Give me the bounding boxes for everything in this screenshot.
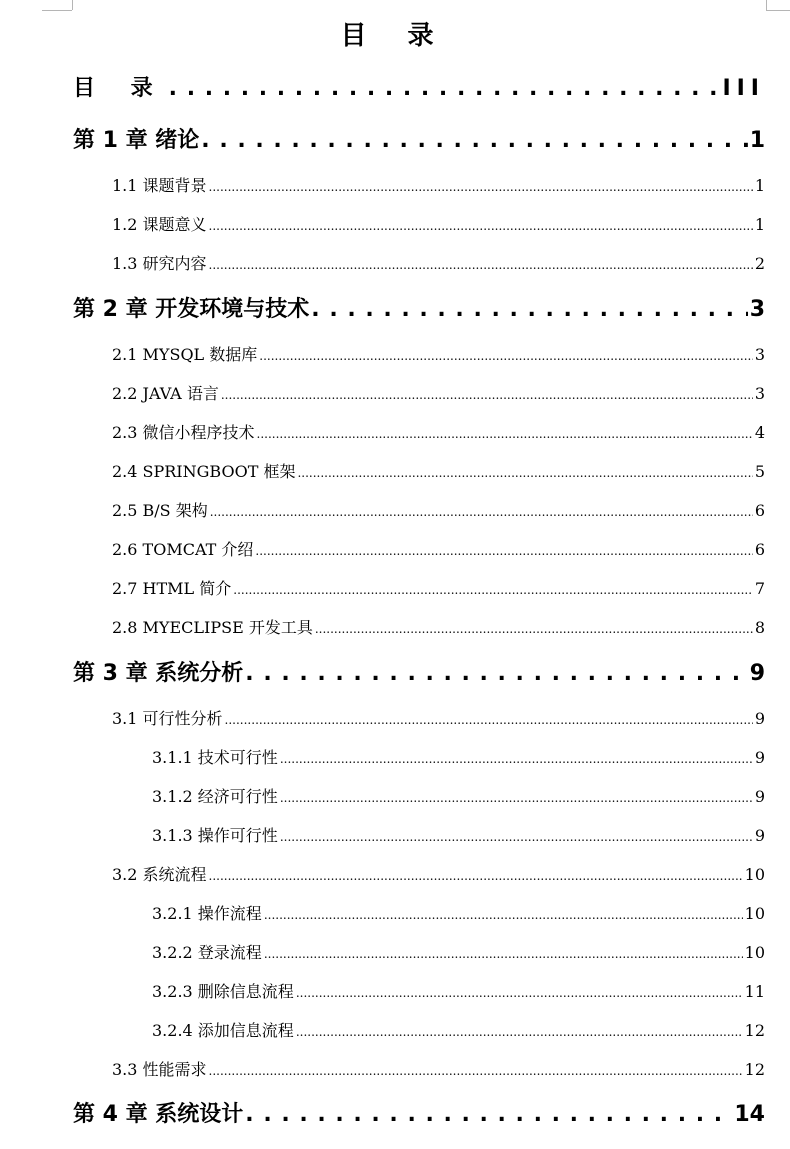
dot-leader bbox=[264, 902, 743, 927]
toc-entry-section-1-2[interactable] bbox=[112, 213, 765, 237]
toc-entry-subsection-3-1-3[interactable] bbox=[152, 824, 765, 848]
toc-entry-label: 3.1 可行性分析 bbox=[112, 709, 223, 728]
toc-entry-label: 2.8 MYECLIPSE 开发工具 bbox=[112, 618, 313, 637]
toc-entry-label: 目 录 bbox=[73, 76, 167, 101]
toc-entry-page: 9 bbox=[754, 787, 765, 806]
toc-entry-subsection-3-2-2[interactable] bbox=[152, 941, 765, 965]
toc-entry-section-1-1[interactable] bbox=[112, 174, 765, 198]
dot-leader bbox=[280, 785, 753, 810]
toc-entry-page: 10 bbox=[744, 943, 765, 962]
toc-entry-subsection-3-1-2[interactable] bbox=[152, 785, 765, 809]
toc-entry-label: 3.2.2 登录流程 bbox=[152, 943, 262, 962]
toc-entry-label: 2.1 MYSQL 数据库 bbox=[112, 345, 258, 364]
toc-entry-chapter-1[interactable] bbox=[73, 126, 765, 156]
dot-leader bbox=[259, 343, 753, 368]
dot-leader bbox=[296, 980, 743, 1005]
toc-entry-label: 2.6 TOMCAT 介绍 bbox=[112, 540, 254, 559]
toc-entry-subsection-3-2-1[interactable] bbox=[152, 902, 765, 926]
toc-entry-label: 3.2 系统流程 bbox=[112, 865, 207, 884]
toc-entry-label: 第 1 章 绪论 bbox=[73, 128, 200, 153]
margin-mark-top-right bbox=[766, 10, 790, 11]
toc-entry-chapter-4[interactable] bbox=[73, 1100, 765, 1130]
dot-leader bbox=[311, 295, 747, 325]
toc-entry-chapter-3[interactable] bbox=[73, 659, 765, 689]
dot-leader bbox=[209, 174, 753, 199]
toc-entry-page: 1 bbox=[749, 128, 765, 153]
toc-entry-page: 10 bbox=[744, 865, 765, 884]
toc-entry-label: 2.2 JAVA 语言 bbox=[112, 384, 219, 403]
margin-mark-top-left bbox=[42, 10, 72, 11]
dot-leader bbox=[233, 577, 753, 602]
toc-entry-label: 1.2 课题意义 bbox=[112, 215, 207, 234]
dot-leader bbox=[225, 707, 753, 732]
toc-entry-page: 4 bbox=[754, 423, 765, 442]
toc-entry-page: 12 bbox=[744, 1060, 765, 1079]
dot-leader bbox=[297, 460, 752, 485]
toc-entry-section-3-1[interactable] bbox=[112, 707, 765, 731]
dot-leader bbox=[201, 126, 747, 156]
toc-heading: 目 录 bbox=[340, 21, 450, 51]
toc-entry-page: 5 bbox=[754, 462, 765, 481]
dot-leader bbox=[257, 421, 753, 446]
toc-entry-page: 3 bbox=[754, 345, 765, 364]
toc-entry-page: 8 bbox=[754, 618, 765, 637]
toc-entry-label: 3.1.1 技术可行性 bbox=[152, 748, 278, 767]
margin-mark-top-left-vertical bbox=[72, 0, 73, 10]
dot-leader bbox=[169, 74, 721, 104]
toc-entry-label: 2.4 SPRINGBOOT 框架 bbox=[112, 462, 296, 481]
toc-entry-page: 9 bbox=[754, 826, 765, 845]
toc-entry-subsection-3-1-1[interactable] bbox=[152, 746, 765, 770]
toc-entry-label: 2.3 微信小程序技术 bbox=[112, 423, 255, 442]
toc-entry-section-2-4[interactable] bbox=[112, 460, 765, 484]
dot-leader bbox=[255, 538, 752, 563]
toc-entry-page: 6 bbox=[754, 501, 765, 520]
toc-entry-section-2-2[interactable] bbox=[112, 382, 765, 406]
dot-leader bbox=[280, 746, 753, 771]
toc-entry-label: 3.1.2 经济可行性 bbox=[152, 787, 278, 806]
toc-entry-page: 3 bbox=[749, 297, 765, 322]
toc-entry-section-2-8[interactable] bbox=[112, 616, 765, 640]
toc-entry-subsection-3-2-4[interactable] bbox=[152, 1019, 765, 1043]
toc-entry-page: 9 bbox=[749, 661, 765, 686]
dot-leader bbox=[280, 824, 753, 849]
toc-entry-page: 14 bbox=[734, 1102, 765, 1127]
toc-entry-section-2-1[interactable] bbox=[112, 343, 765, 367]
toc-entry-label: 2.5 B/S 架构 bbox=[112, 501, 208, 520]
dot-leader bbox=[315, 616, 753, 641]
toc-entry-section-1-3[interactable] bbox=[112, 252, 765, 276]
toc-entry-page: 12 bbox=[744, 1021, 765, 1040]
dot-leader bbox=[221, 382, 753, 407]
margin-mark-top-right-vertical bbox=[766, 0, 767, 10]
toc-entry-label: 1.3 研究内容 bbox=[112, 254, 207, 273]
toc-entry-label: 1.1 课题背景 bbox=[112, 176, 207, 195]
dot-leader bbox=[209, 213, 753, 238]
toc-entry-page: 6 bbox=[754, 540, 765, 559]
toc-entry-section-2-6[interactable] bbox=[112, 538, 765, 562]
toc-entry-page: 3 bbox=[754, 384, 765, 403]
dot-leader bbox=[296, 1019, 743, 1044]
dot-leader bbox=[245, 1100, 732, 1130]
toc-entry-label: 第 3 章 系统分析 bbox=[73, 661, 244, 686]
toc-entry-page: 9 bbox=[754, 748, 765, 767]
toc-entry-contents[interactable] bbox=[73, 74, 765, 104]
toc-entry-page: 1 bbox=[754, 215, 765, 234]
toc-entry-section-3-2[interactable] bbox=[112, 863, 765, 887]
toc-entry-page: 1 bbox=[754, 176, 765, 195]
toc-entry-page: III bbox=[722, 76, 765, 101]
toc-entry-section-2-3[interactable] bbox=[112, 421, 765, 445]
toc-entry-label: 3.2.1 操作流程 bbox=[152, 904, 262, 923]
toc-entry-label: 3.2.4 添加信息流程 bbox=[152, 1021, 294, 1040]
dot-leader bbox=[209, 1058, 743, 1083]
toc-entry-label: 第 4 章 系统设计 bbox=[73, 1102, 244, 1127]
dot-leader bbox=[210, 499, 753, 524]
toc-entry-section-3-3[interactable] bbox=[112, 1058, 765, 1082]
toc-entry-label: 3.1.3 操作可行性 bbox=[152, 826, 278, 845]
dot-leader bbox=[264, 941, 743, 966]
toc-entry-page: 9 bbox=[754, 709, 765, 728]
toc-entry-page: 7 bbox=[754, 579, 765, 598]
toc-entry-page: 10 bbox=[744, 904, 765, 923]
dot-leader bbox=[209, 863, 743, 888]
toc-entry-subsection-3-2-3[interactable] bbox=[152, 980, 765, 1004]
toc-entry-label: 3.2.3 删除信息流程 bbox=[152, 982, 294, 1001]
toc-entry-page: 2 bbox=[754, 254, 765, 273]
toc-entry-label: 3.3 性能需求 bbox=[112, 1060, 207, 1079]
dot-leader bbox=[245, 659, 747, 689]
toc-entry-label: 2.7 HTML 简介 bbox=[112, 579, 232, 598]
toc-entry-section-2-7[interactable] bbox=[112, 577, 765, 601]
toc-entry-chapter-2[interactable] bbox=[73, 295, 765, 325]
toc-entry-page: 11 bbox=[744, 982, 765, 1001]
toc-entry-label: 第 2 章 开发环境与技术 bbox=[73, 297, 310, 322]
toc-entry-section-2-5[interactable] bbox=[112, 499, 765, 523]
dot-leader bbox=[209, 252, 753, 277]
